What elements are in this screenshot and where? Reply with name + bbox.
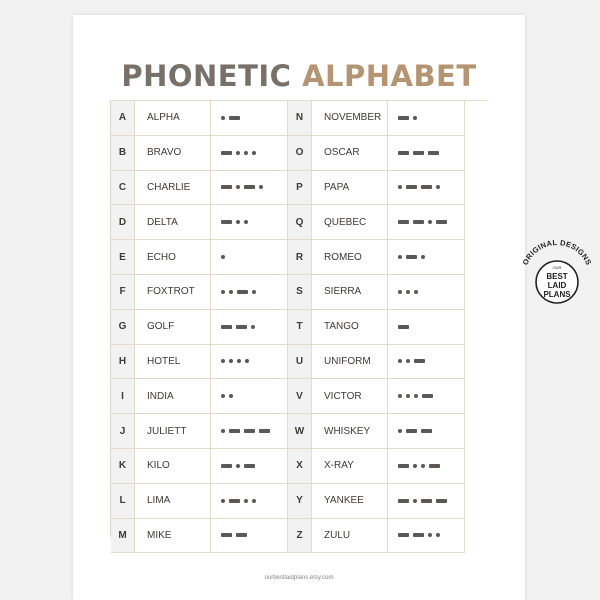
morse-dot [414,290,418,294]
letter-cell: Z [288,519,312,554]
codeword-cell: WHISKEY [312,414,388,449]
table-row [111,519,487,554]
morse-cell [388,310,465,345]
codeword-cell: YANKEE [312,484,388,519]
table-row [111,101,487,136]
codeword-cell: ECHO [135,240,211,275]
morse-dot [414,394,418,398]
morse-cell [211,484,288,519]
table-row [111,414,487,449]
morse-dot [221,116,225,120]
codeword-cell: NOVEMBER [312,101,388,136]
codeword-cell: SIERRA [312,275,388,310]
codeword-cell: KILO [135,449,211,484]
morse-dot [229,359,233,363]
codeword-cell: GOLF [135,310,211,345]
morse-dot [221,394,225,398]
morse-cell [388,414,465,449]
morse-dot [413,116,417,120]
morse-dot [236,185,240,189]
codeword-cell: ROMEO [312,240,388,275]
letter-cell: A [111,101,135,136]
morse-dot [221,255,225,259]
table-row [111,240,487,275]
morse-cell [211,136,288,171]
morse-dash [398,151,409,155]
morse-dot [251,325,255,329]
morse-cell [388,519,465,554]
morse-dash [229,499,240,503]
letter-cell: L [111,484,135,519]
letter-cell: E [111,240,135,275]
letter-cell: O [288,136,312,171]
letter-cell: X [288,449,312,484]
page-title [73,59,525,93]
morse-dash [221,533,232,537]
morse-dash [398,220,409,224]
morse-dot [413,464,417,468]
seal-line-2: BEST [546,272,568,281]
morse-dot [406,394,410,398]
morse-dash [229,116,240,120]
morse-dash [259,429,270,433]
footer-url: ourbestlaidplans.etsy.com [264,575,334,581]
morse-dash [398,533,409,537]
morse-dash [421,185,432,189]
morse-cell [388,171,465,206]
morse-dash [398,116,409,120]
morse-dot [406,290,410,294]
letter-cell: M [111,519,135,554]
seal-arc-text: ORIGINAL DESIGNS [520,237,594,267]
morse-cell [211,449,288,484]
morse-cell [211,379,288,414]
codeword-cell: X-RAY [312,449,388,484]
table-row [111,449,487,484]
letter-cell: G [111,310,135,345]
letter-cell: T [288,310,312,345]
codeword-cell: DELTA [135,205,211,240]
morse-dash [229,429,240,433]
letter-cell: D [111,205,135,240]
codeword-cell: OSCAR [312,136,388,171]
table-row [111,171,487,206]
morse-dot [398,185,402,189]
brand-seal [516,236,598,318]
morse-dot [229,290,233,294]
morse-dot [221,359,225,363]
morse-dash [236,533,247,537]
morse-cell [388,205,465,240]
morse-dash [244,429,255,433]
letter-cell: S [288,275,312,310]
morse-dot [244,499,248,503]
morse-cell [388,484,465,519]
morse-cell [388,449,465,484]
morse-cell [211,345,288,380]
letter-cell: I [111,379,135,414]
morse-cell [388,379,465,414]
morse-cell [388,345,465,380]
codeword-cell: UNIFORM [312,345,388,380]
morse-cell [211,310,288,345]
morse-dot [236,464,240,468]
morse-dot [245,359,249,363]
morse-cell [388,101,465,136]
codeword-cell: QUEBEC [312,205,388,240]
morse-dot [421,255,425,259]
codeword-cell: BRAVO [135,136,211,171]
morse-dot [398,359,402,363]
morse-dash [221,185,232,189]
letter-cell: K [111,449,135,484]
table-row [111,205,487,240]
seal-line-4: PLANS [543,290,571,299]
morse-dot [221,499,225,503]
morse-dash [406,185,417,189]
morse-dash [421,429,432,433]
table-row [111,136,487,171]
morse-dash [398,325,409,329]
morse-dot [252,499,256,503]
morse-dash [221,464,232,468]
morse-dot [428,533,432,537]
codeword-cell: ZULU [312,519,388,554]
morse-cell [211,414,288,449]
morse-dot [398,429,402,433]
morse-cell [388,240,465,275]
title-word-alphabet: ALPHABET [302,59,477,93]
morse-dash [422,394,433,398]
codeword-cell: HOTEL [135,345,211,380]
table-row [111,345,487,380]
morse-dash [406,255,417,259]
morse-dot [236,151,240,155]
morse-cell [211,205,288,240]
morse-cell [211,240,288,275]
letter-cell: R [288,240,312,275]
morse-dot [428,220,432,224]
morse-dot [398,290,402,294]
table-row [111,275,487,310]
letter-cell: W [288,414,312,449]
morse-dot [398,394,402,398]
morse-cell [211,101,288,136]
letter-cell: N [288,101,312,136]
codeword-cell: JULIETT [135,414,211,449]
morse-dot [436,533,440,537]
codeword-cell: PAPA [312,171,388,206]
codeword-cell: FOXTROT [135,275,211,310]
morse-dot [421,464,425,468]
morse-cell [211,519,288,554]
letter-cell: Q [288,205,312,240]
morse-dot [221,290,225,294]
morse-dash [398,499,409,503]
morse-dash [221,151,232,155]
codeword-cell: INDIA [135,379,211,414]
table-row [111,484,487,519]
letter-cell: C [111,171,135,206]
morse-dash [221,220,232,224]
letter-cell: Y [288,484,312,519]
morse-dot [237,359,241,363]
codeword-cell: CHARLIE [135,171,211,206]
morse-dash [436,220,447,224]
morse-dot [413,499,417,503]
alphabet-table [110,100,487,541]
letter-cell: P [288,171,312,206]
table-row [111,379,487,414]
seal-line-3: LAID [547,281,567,290]
morse-dot [244,220,248,224]
morse-dash [413,220,424,224]
table-row [111,310,487,345]
morse-dash [244,185,255,189]
morse-dash [414,359,425,363]
morse-dot [398,255,402,259]
morse-dot [236,220,240,224]
morse-dot [406,359,410,363]
morse-dash [244,464,255,468]
morse-dot [221,429,225,433]
codeword-cell: ALPHA [135,101,211,136]
letter-cell: F [111,275,135,310]
codeword-cell: VICTOR [312,379,388,414]
letter-cell: J [111,414,135,449]
morse-dot [436,185,440,189]
codeword-cell: LIMA [135,484,211,519]
morse-cell [388,136,465,171]
morse-cell [211,275,288,310]
morse-dash [429,464,440,468]
morse-cell [388,275,465,310]
morse-dash [421,499,432,503]
seal-line-1: OUR [552,265,562,270]
letter-cell: H [111,345,135,380]
codeword-cell: MIKE [135,519,211,554]
morse-dash [237,290,248,294]
morse-dash [436,499,447,503]
letter-cell: V [288,379,312,414]
morse-dash [221,325,232,329]
morse-dot [252,290,256,294]
printable-sheet [73,15,525,600]
morse-dash [413,533,424,537]
morse-dot [252,151,256,155]
letter-cell: B [111,136,135,171]
morse-cell [211,171,288,206]
letter-cell: U [288,345,312,380]
morse-dot [244,151,248,155]
morse-dash [406,429,417,433]
morse-dash [428,151,439,155]
morse-dot [229,394,233,398]
morse-dash [398,464,409,468]
morse-dash [236,325,247,329]
title-word-phonetic: PHONETIC [121,59,292,93]
codeword-cell: TANGO [312,310,388,345]
morse-dot [259,185,263,189]
morse-dash [413,151,424,155]
